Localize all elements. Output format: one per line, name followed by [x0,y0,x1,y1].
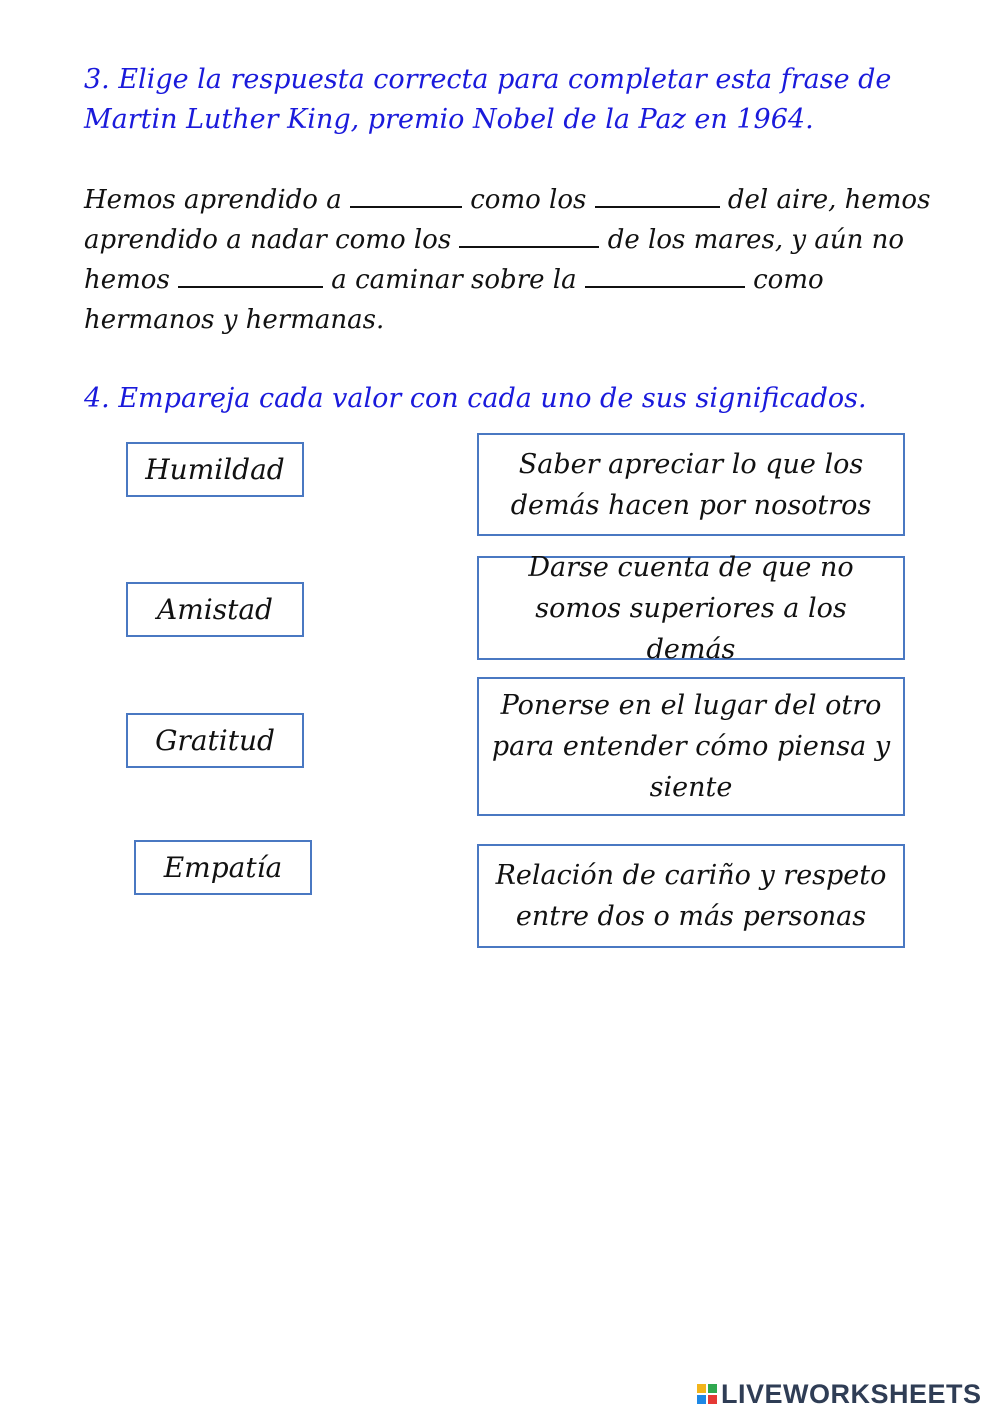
blank-5-input[interactable] [585,264,745,288]
blank-3-input[interactable] [459,224,599,248]
sentence-part: de los mares, y aún no hemos [84,225,905,295]
sentence-part: Hemos aprendido a [84,185,350,215]
meaning-box-4[interactable]: Relación de cariño y respeto entre dos o más personas [477,844,905,948]
sentence-part: del aire, hemos aprendido a nadar como los [84,185,931,255]
value-box-amistad[interactable]: Amistad [126,582,304,637]
logo-icon [697,1384,717,1404]
value-box-empatia[interactable]: Empatía [134,840,312,895]
question-4-title: 4. Empareja cada valor con cada uno de sus significados. [84,383,867,414]
sentence-part: a caminar sobre la [323,265,585,295]
meaning-box-1[interactable]: Saber apreciar lo que los demás hacen por nosotros [477,433,905,536]
sentence-part: como los [461,185,595,215]
sentence-part: como hermanos y hermanas. [84,265,824,335]
meaning-box-3[interactable]: Ponerse en el lugar del otro para entender cómo piensa y siente [477,677,905,816]
logo-text: LIVEWORKSHEETS [721,1378,982,1409]
liveworksheets-logo [697,1377,982,1411]
value-box-humildad[interactable]: Humildad [126,442,304,497]
question-3-title: 3. Elige la respuesta correcta para completar esta frase de Martin Luther King, premio Nobel de la Paz en 1964. [84,64,892,135]
value-box-gratitud[interactable]: Gratitud [126,713,304,768]
meaning-box-2[interactable]: Darse cuenta de que no somos superiores a los demás [477,556,905,660]
blank-4-input[interactable] [178,264,323,288]
blank-1-input[interactable] [350,184,462,208]
quote-paragraph [84,180,934,340]
blank-2-input[interactable] [595,184,720,208]
